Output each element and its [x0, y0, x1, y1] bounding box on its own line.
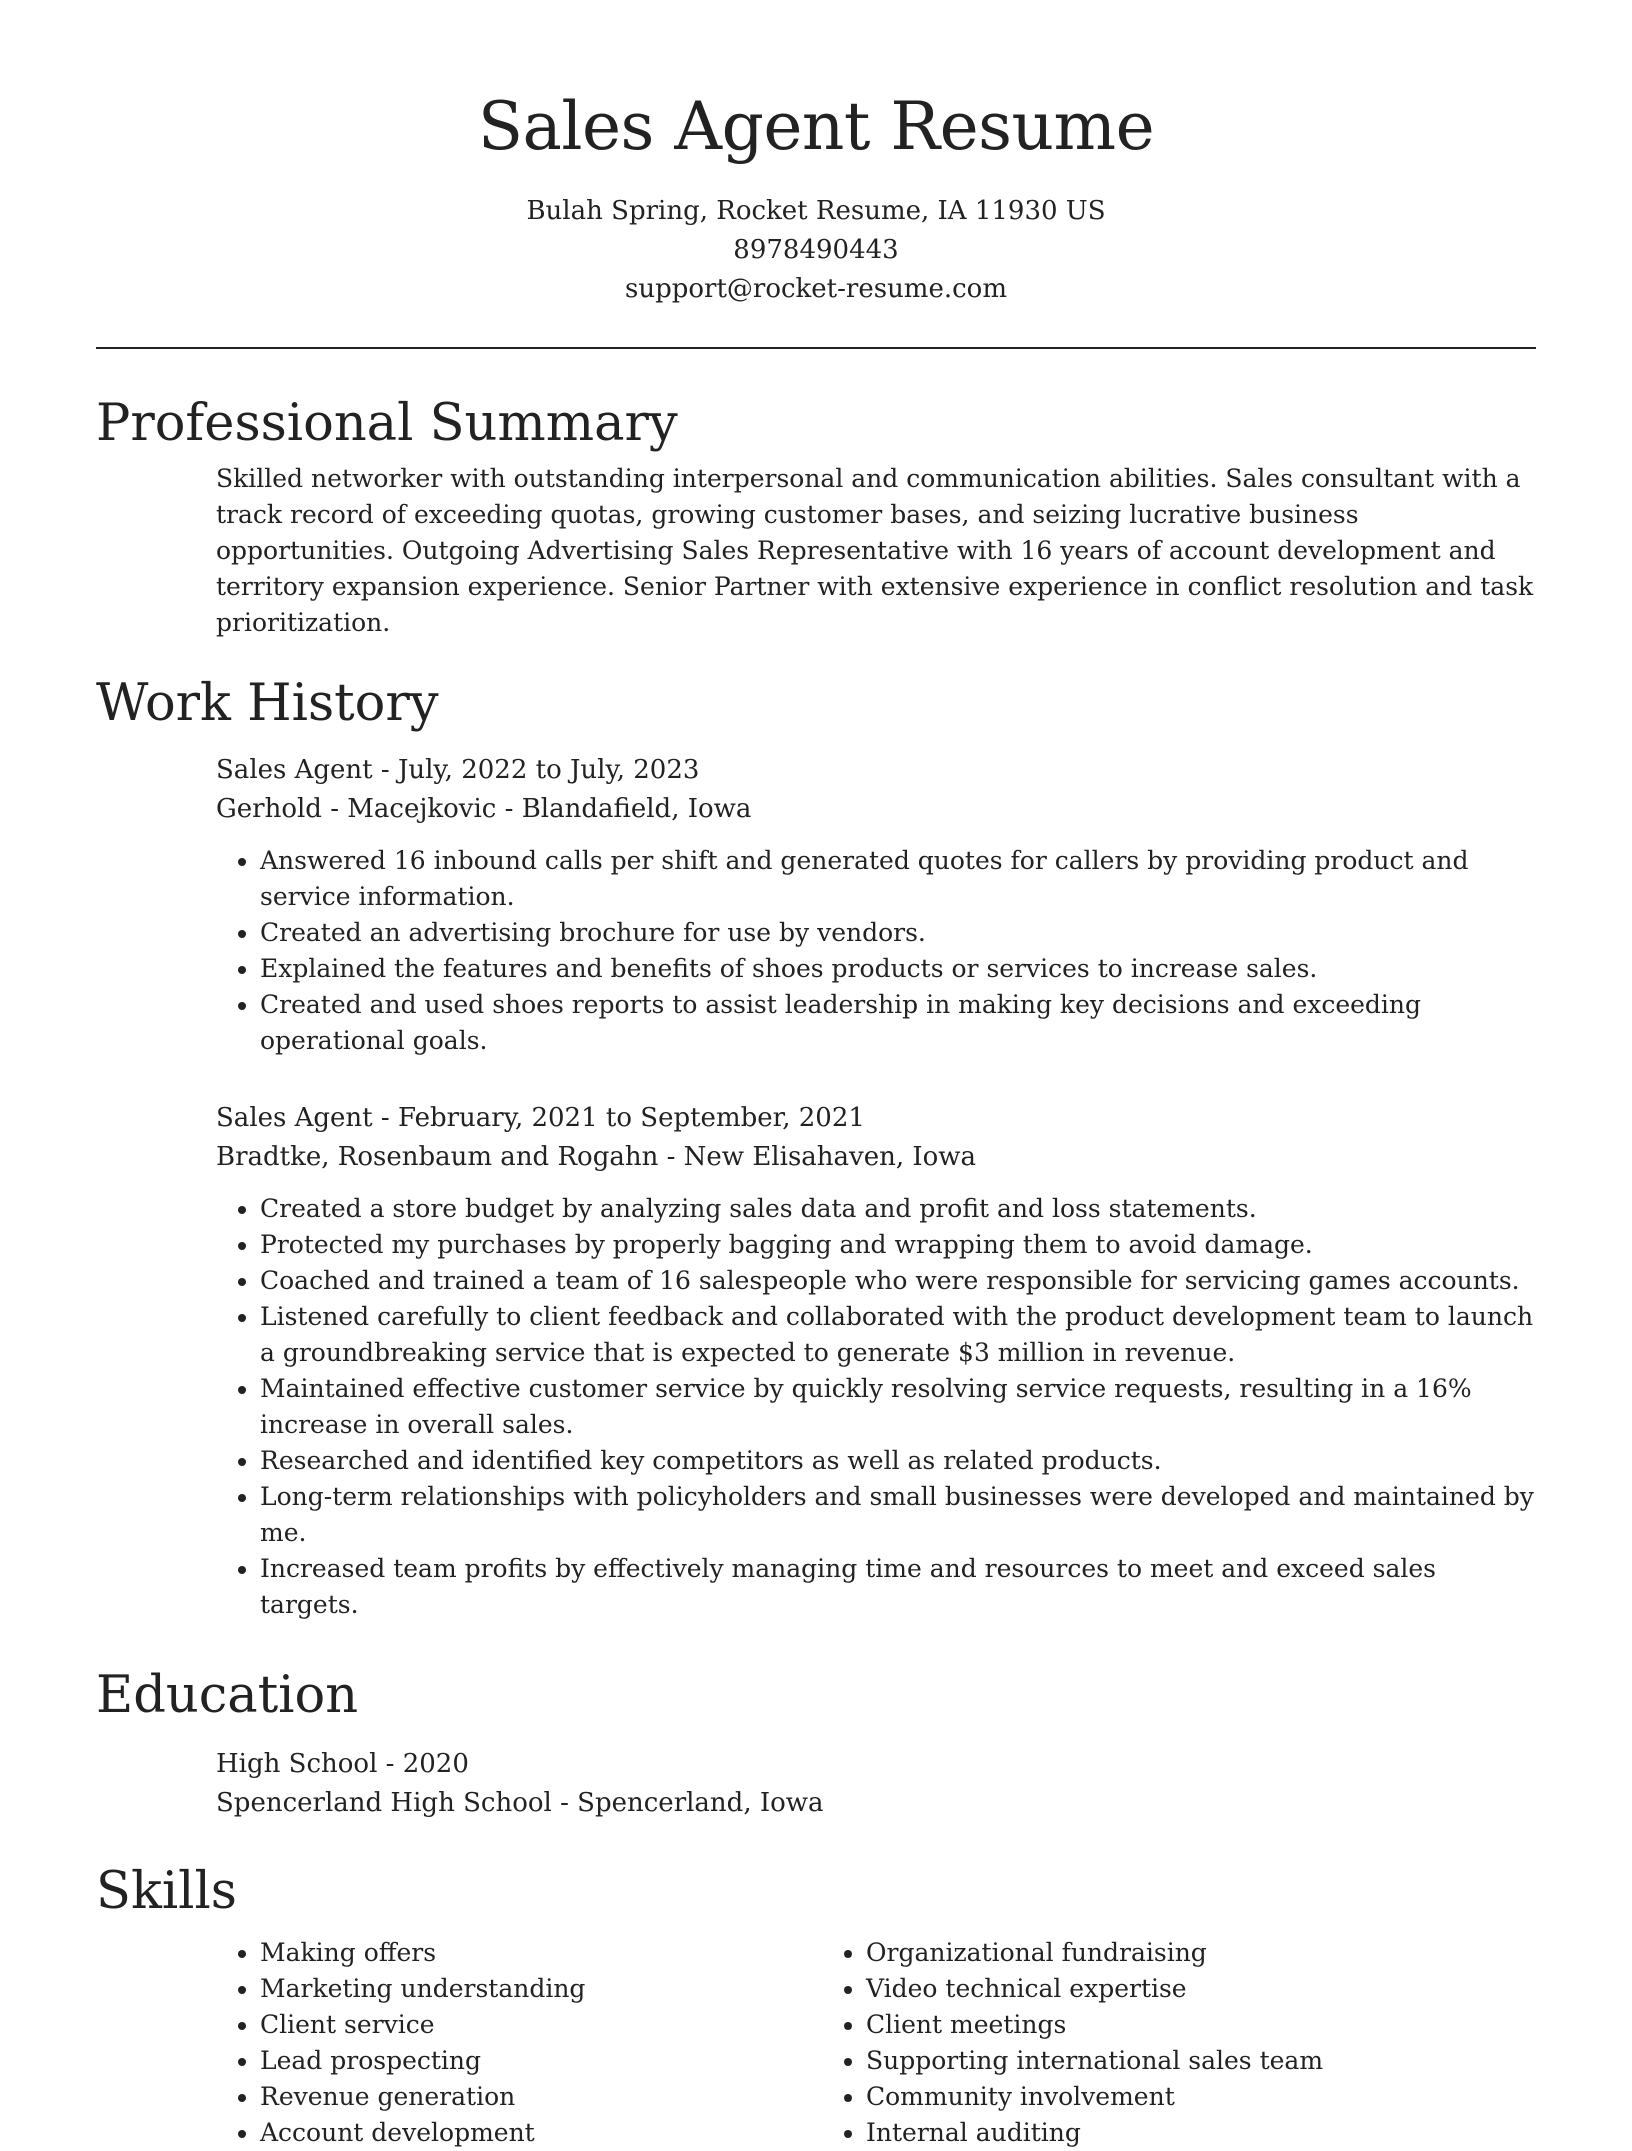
- list-item: • Answered 16 inbound calls per shift and generated quotes for callers by providing product and service information.: [260, 843, 1536, 915]
- contact-info: [96, 192, 1536, 309]
- list-item: • Created and used shoes reports to assist leadership in making key decisions and exceeding operational goals.: [260, 987, 1536, 1059]
- skill-item: • Client meetings: [866, 2007, 1428, 2043]
- job-role: Sales Agent: [216, 1103, 373, 1133]
- summary-section: [96, 391, 1536, 641]
- job-company-line: [216, 1138, 1536, 1177]
- list-item: • Long-term relationships with policyholders and small businesses were developed and maintained by me.: [260, 1479, 1536, 1551]
- summary-text: Skilled networker with outstanding interpersonal and communication abilities. Sales consultant with a track record of exceeding quotas, growing customer bases, and seizing lucrative business opportunities. Outgoing Advertising Sales Representative with 16 years of account development and territory expansion experience. Senior Partner with extensive experience in conflict resolution and task prioritization.: [216, 464, 1534, 637]
- resume-header: [96, 0, 1536, 309]
- skills-column-right: [822, 1935, 1428, 2151]
- separator: -: [496, 794, 522, 824]
- education-degree-line: [216, 1745, 1536, 1784]
- job-entry: [216, 1099, 1536, 1623]
- job-location: Blandafield, Iowa: [521, 794, 752, 824]
- skills-heading: Skills: [96, 1862, 237, 1921]
- separator: -: [372, 1103, 398, 1133]
- education-year: 2020: [402, 1749, 469, 1779]
- education-degree: High School: [216, 1749, 378, 1779]
- skills-grid: [96, 1935, 1536, 2151]
- skill-item: • Lead prospecting: [260, 2043, 822, 2079]
- list-item: • Created a store budget by analyzing sales data and profit and loss statements.: [260, 1191, 1536, 1227]
- job-role-line: [216, 751, 1536, 790]
- job-entry: [216, 751, 1536, 1059]
- education-school: Spencerland High School: [216, 1788, 552, 1818]
- address: Bulah Spring, Rocket Resume, IA 11930 US: [526, 196, 1106, 226]
- skill-item: • Making offers: [260, 1935, 822, 1971]
- skill-item: • Video technical expertise: [866, 1971, 1428, 2007]
- list-item: • Maintained effective customer service by quickly resolving service requests, resulting in a 16% increase in overall sales.: [260, 1371, 1536, 1443]
- skills-section: [96, 1859, 1536, 2151]
- header-divider: [96, 347, 1536, 349]
- skill-item: • Supporting international sales team: [866, 2043, 1428, 2079]
- job-dates: February, 2021 to September, 2021: [397, 1103, 865, 1133]
- education-heading: Education: [96, 1666, 359, 1725]
- education-school-line: [216, 1784, 1536, 1823]
- job-company: Bradtke, Rosenbaum and Rogahn: [216, 1142, 659, 1172]
- list-item: • Listened carefully to client feedback and collaborated with the product development team to launch a groundbreaking service that is expected to generate $3 million in revenue.: [260, 1299, 1536, 1371]
- skill-item: • Account development: [260, 2115, 822, 2151]
- list-item: • Explained the features and benefits of shoes products or services to increase sales.: [260, 951, 1536, 987]
- skill-item: • Community involvement: [866, 2079, 1428, 2115]
- education-section: [96, 1663, 1536, 1823]
- job-bullets: [216, 843, 1536, 1059]
- list-item: • Coached and trained a team of 16 salespeople who were responsible for servicing games accounts.: [260, 1263, 1536, 1299]
- separator: -: [551, 1788, 578, 1818]
- skills-column-left: [216, 1935, 822, 2151]
- job-company-line: [216, 790, 1536, 829]
- resume-title: Sales Agent Resume: [477, 88, 1155, 165]
- work-history-section: [96, 671, 1536, 1623]
- skill-item: • Client service: [260, 2007, 822, 2043]
- list-item: • Created an advertising brochure for use by vendors.: [260, 915, 1536, 951]
- email: support@rocket-resume.com: [624, 274, 1007, 304]
- summary-heading: Professional Summary: [96, 394, 678, 453]
- list-item: • Increased team profits by effectively managing time and resources to meet and exceed sales targets.: [260, 1551, 1536, 1623]
- list-item: • Researched and identified key competitors as well as related products.: [260, 1443, 1536, 1479]
- list-item: • Protected my purchases by properly bagging and wrapping them to avoid damage.: [260, 1227, 1536, 1263]
- skill-item: • Revenue generation: [260, 2079, 822, 2115]
- job-company: Gerhold - Macejkovic: [216, 794, 497, 824]
- skill-item: • Organizational fundraising: [866, 1935, 1428, 1971]
- work-history-heading: Work History: [96, 674, 439, 733]
- separator: -: [658, 1142, 684, 1172]
- job-bullets: [216, 1191, 1536, 1623]
- job-role-line: [216, 1099, 1536, 1138]
- separator: -: [372, 755, 398, 785]
- education-location: Spencerland, Iowa: [577, 1788, 824, 1818]
- phone: 8978490443: [733, 235, 899, 265]
- job-location: New Elisahaven, Iowa: [683, 1142, 977, 1172]
- skill-item: • Internal auditing: [866, 2115, 1428, 2151]
- job-dates: July, 2022 to July, 2023: [397, 755, 700, 785]
- skill-item: • Marketing understanding: [260, 1971, 822, 2007]
- separator: -: [377, 1749, 403, 1779]
- job-role: Sales Agent: [216, 755, 373, 785]
